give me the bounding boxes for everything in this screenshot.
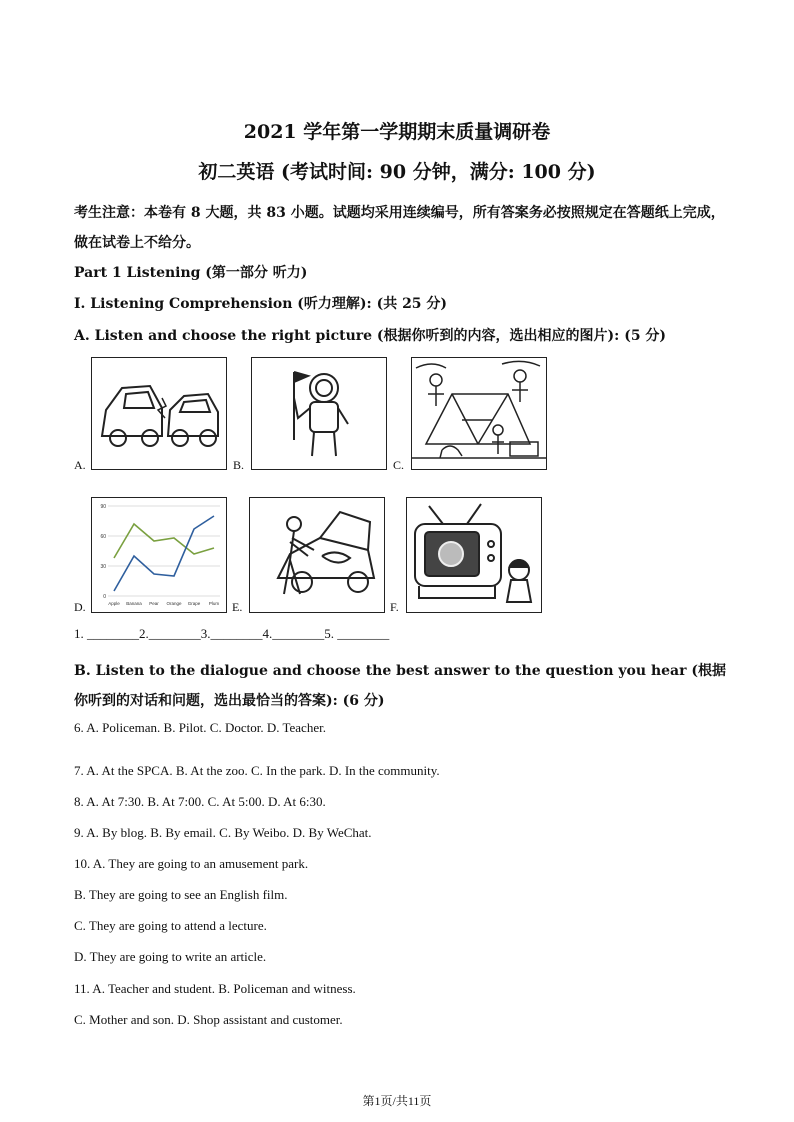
car-repair-icon (250, 498, 384, 612)
picture-label-d: D. (74, 600, 86, 614)
sectionA-heading: A. Listen and choose the right picture (根据你听到的内容，选出相应的图片): (5 分) (74, 328, 667, 344)
chart-xtick-label: Banana (126, 601, 142, 606)
picture-c (411, 357, 547, 470)
chart-ytick-label: 0 (103, 594, 106, 600)
picture-label-f: F. (390, 600, 399, 614)
chart-xtick-label: Grape (187, 601, 201, 606)
question-10-option-d: D. They are going to write an article. (74, 949, 267, 964)
question-10-option-c: C. They are going to attend a lecture. (74, 918, 267, 933)
section1-heading: I. Listening Comprehension (听力理解): (共 25 分) (74, 296, 448, 312)
picture-f (406, 497, 542, 613)
chart-xtick-label: Plum (208, 601, 220, 606)
chart-series-line-1 (114, 524, 214, 558)
picture-label-b: B. (233, 458, 245, 472)
answer-blanks: 1. ________2.________3.________4.________5. ________ (74, 626, 390, 641)
question-10-option-b: B. They are going to see an English film. (74, 887, 288, 902)
exam-subtitle: 初二英语 (考试时间: 90 分钟，满分: 100 分) (198, 161, 596, 183)
picture-label-c: C. (393, 458, 405, 472)
question-11: 11. A. Teacher and student. B. Policeman and witness. (74, 981, 356, 996)
question-11-options-cd: C. Mother and son. D. Shop assistant and customer. (74, 1012, 343, 1027)
chart-series-line-2 (114, 516, 214, 591)
question-9: 9. A. By blog. B. By email. C. By Weibo. D. By WeChat. (74, 825, 372, 840)
question-8: 8. A. At 7:30. B. At 7:00. C. At 5:00. D. At 6:30. (74, 794, 326, 809)
exam-title: 2021 学年第一学期期末质量调研卷 (243, 121, 551, 143)
sectionB-heading: B. Listen to the dialogue and choose the best answer to the question you hear (根据你听到的对话和问题，选出最恰当的答案): (6 分) (74, 663, 726, 709)
chart-xtick-label: Orange (166, 601, 182, 606)
picture-label-a: A. (74, 458, 86, 472)
astronaut-icon (252, 358, 386, 469)
picture-a (91, 357, 227, 470)
candidate-notice: 考生注意：本卷有 8 大题，共 83 小题。试题均采用连续编号，所有答案务必按照规定在答题纸上完成，做在试卷上不给分。 (74, 205, 725, 251)
line-chart-icon (92, 498, 226, 612)
chart-ytick-label: 60 (100, 534, 106, 540)
car-crash-icon (92, 358, 226, 469)
chart-xtick-label: Pear (149, 601, 159, 606)
television-icon (407, 498, 541, 612)
question-10-option-a: 10. A. They are going to an amusement park. (74, 856, 309, 871)
chart-ytick-label: 90 (100, 504, 106, 510)
question-7: 7. A. At the SPCA. B. At the zoo. C. In the park. D. In the community. (74, 763, 440, 778)
page-number: 第1页/共11页 (362, 1094, 432, 1108)
question-6: 6. A. Policeman. B. Pilot. C. Doctor. D. Teacher. (74, 720, 326, 735)
picture-d (91, 497, 227, 613)
chart-ytick-label: 30 (100, 564, 106, 570)
part1-heading: Part 1 Listening (第一部分 听力) (74, 265, 308, 281)
chart-xtick-label: Apple (108, 601, 120, 606)
picture-e (249, 497, 385, 613)
camping-tent-icon (412, 358, 546, 469)
picture-label-e: E. (232, 600, 243, 614)
picture-b (251, 357, 387, 470)
